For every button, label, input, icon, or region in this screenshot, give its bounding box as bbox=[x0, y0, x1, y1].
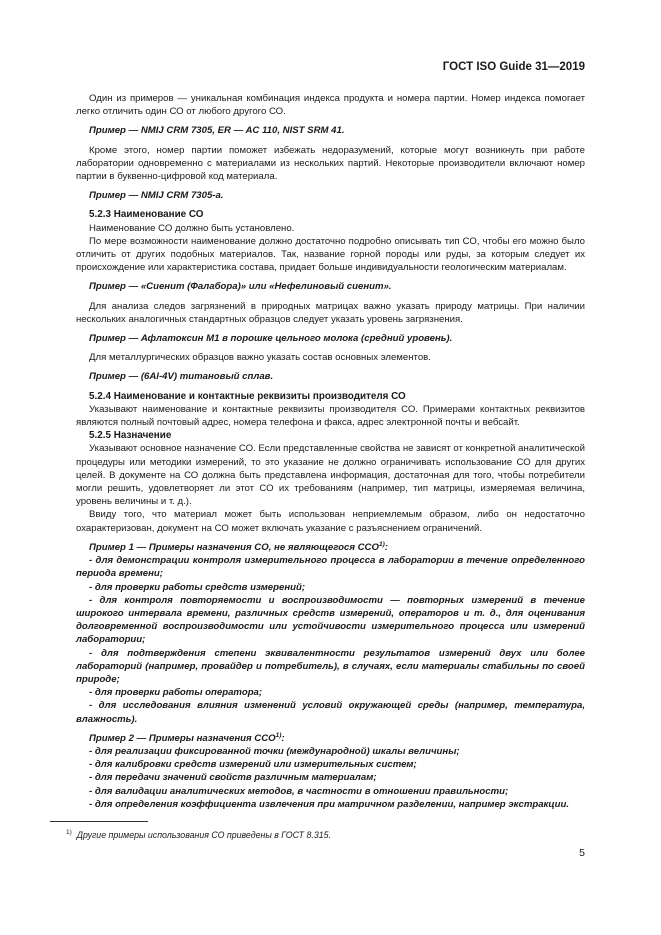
block-text: - для проверки работы средств измерений; bbox=[89, 581, 306, 593]
block-text: Пример 2 — Примеры назначения ССО bbox=[89, 732, 276, 744]
block-text: - для проверки работы оператора; bbox=[89, 687, 263, 699]
block-text: Пример — «Сиенит (Фалаборa)» или «Нефелиновый сиенит». bbox=[89, 281, 392, 293]
block-text: Наименование СО должно быть установлено. bbox=[89, 222, 295, 234]
footnote-ref: 1) bbox=[378, 540, 385, 548]
paragraph bbox=[76, 442, 585, 508]
example-line bbox=[76, 370, 585, 383]
list-item bbox=[76, 581, 585, 594]
list-item bbox=[76, 554, 585, 580]
paragraph bbox=[76, 144, 585, 184]
footnote-text: Другие примеры использования СО приведены в ГОСТ 8.315. bbox=[76, 829, 331, 840]
list-item bbox=[76, 771, 585, 784]
footnote-ref: 1) bbox=[275, 731, 282, 739]
list-item bbox=[76, 686, 585, 699]
section-heading bbox=[76, 390, 585, 403]
list-item bbox=[76, 647, 585, 687]
paragraph bbox=[76, 222, 585, 235]
block-tail: : bbox=[281, 732, 285, 744]
block-text: - для валидации аналитических методов, в частности в отношении правильности; bbox=[89, 785, 509, 797]
block-text: Кроме этого, номер партии поможет избежать недоразумений, которые могут возникнуть при работе лаборатории одновременно с материалами из нескольких партий. Некоторые производители включают номер партии в буквенно-цифровой код материала. bbox=[76, 144, 585, 183]
section-heading bbox=[76, 429, 585, 442]
paragraph bbox=[76, 403, 585, 429]
block-text: Пример — (6Al-4V) титановый сплав. bbox=[89, 371, 274, 383]
block-text: - для передачи значений свойств различным материалам; bbox=[89, 772, 377, 784]
block-text: - для контроля повторяемости и воспроизводимости — повторных измерений в течение широкого интервала времени, различных средств измерений, операторов и т. д., для оценивания долговременной воспроизводимости или устойчивости измерительного процесса или измерений лаборатории; bbox=[76, 594, 585, 646]
example-line bbox=[76, 732, 585, 745]
block-text: Для анализа следов загрязнений в природных матрицах важно указать природу матрицы. При наличии нескольких аналогичных стандартных образцов следует указать уровень загрязнения. bbox=[76, 300, 585, 325]
block-text: 5.2.5 Назначение bbox=[89, 430, 172, 442]
block-text: 5.2.3 Наименование СО bbox=[89, 209, 204, 221]
block-text: Указывают основное назначение СО. Если представленные свойства не зависят от конкретной аналитической процедуры или методики измерений, то это указание не должно ограничивать использование СО для других целей. В документе на СО должна быть представлена информация, достаточная для того, чтобы потребители могли решить, удовлетворяет ли этот СО их требованиям (например, тип матрицы, измеряемая величина, уровень величины и т. д.). bbox=[76, 443, 585, 508]
block-text: Один из примеров — уникальная комбинация индекса продукта и номера партии. Номер индекса помогает легко отличить один СО от любого другого СО. bbox=[76, 93, 585, 118]
block-text: 5.2.4 Наименование и контактные реквизиты производителя СО bbox=[89, 390, 406, 402]
block-text: Указывают наименование и контактные реквизиты производителя СО. Примерами контактных реквизитов являются полный почтовый адрес, номера телефона и факса, адрес электронной почты и вебсайт. bbox=[76, 403, 585, 429]
block-text: - для реализации фиксированной точки (международной) шкалы величины; bbox=[89, 745, 460, 757]
list-item bbox=[76, 785, 585, 798]
paragraph bbox=[76, 508, 585, 534]
document-header: ГОСТ ISO Guide 31—2019 bbox=[442, 61, 585, 73]
list-item bbox=[76, 699, 585, 725]
block-text: Пример — NMIJ CRM 7305-а. bbox=[89, 190, 224, 202]
example-line bbox=[76, 541, 585, 554]
block-tail: : bbox=[384, 541, 388, 553]
example-line bbox=[76, 189, 585, 202]
footnote bbox=[66, 829, 331, 840]
block-text: Ввиду того, что материал может быть использован неприемлемым образом, либо он недостаточно охарактеризован, документ на СО может включать указание с разъяснением ограничений. bbox=[76, 509, 585, 534]
block-text: - для демонстрации контроля измерительного процесса в лаборатории в течение определенного периода времени; bbox=[76, 555, 585, 580]
example-line bbox=[76, 124, 585, 137]
document-body bbox=[76, 92, 585, 811]
page-number: 5 bbox=[579, 847, 585, 859]
block-text: - для калибровки средств измерений или измерительных систем; bbox=[89, 759, 417, 771]
block-text: Пример 1 — Примеры назначения СО, не являющегося ССО bbox=[89, 541, 379, 553]
block-text: - для подтверждения степени эквивалентности результатов измерений двух или более лабораторий (например, провайдер и потребитель), в случаях, если материалы стабильны по своей природе; bbox=[76, 647, 585, 685]
list-item bbox=[76, 798, 585, 811]
list-item bbox=[76, 758, 585, 771]
block-text: Для металлургических образцов важно указать состав основных элементов. bbox=[89, 352, 431, 364]
list-item bbox=[76, 745, 585, 758]
example-line bbox=[76, 332, 585, 345]
paragraph bbox=[76, 92, 585, 118]
block-text: Пример — Афлатоксин М1 в порошке цельного молока (средний уровень). bbox=[89, 333, 453, 345]
paragraph bbox=[76, 300, 585, 326]
section-heading bbox=[76, 208, 585, 221]
paragraph bbox=[76, 351, 585, 364]
example-line bbox=[76, 280, 585, 293]
block-text: - для определения коэффициента извлечения при матричном разделении, например экстракции. bbox=[89, 798, 569, 810]
block-text: Пример — NMIJ CRM 7305, ER — AC 110, NIST SRM 41. bbox=[89, 125, 345, 137]
block-text: По мере возможности наименование должно достаточно подробно описывать тип СО, чтобы его можно было отличить от других подобных материалов. Так, название горной породы или руды, за которым следует их происхождение или характеристика состава, придает больше индивидуальности геологическим материалам. bbox=[76, 235, 585, 274]
footnote-divider bbox=[50, 821, 148, 822]
block-text: - для исследования влияния изменений условий окружающей среды (например, температура, влажность). bbox=[76, 700, 585, 725]
paragraph bbox=[76, 235, 585, 275]
list-item bbox=[76, 594, 585, 647]
footnote-number: 1) bbox=[66, 829, 72, 836]
